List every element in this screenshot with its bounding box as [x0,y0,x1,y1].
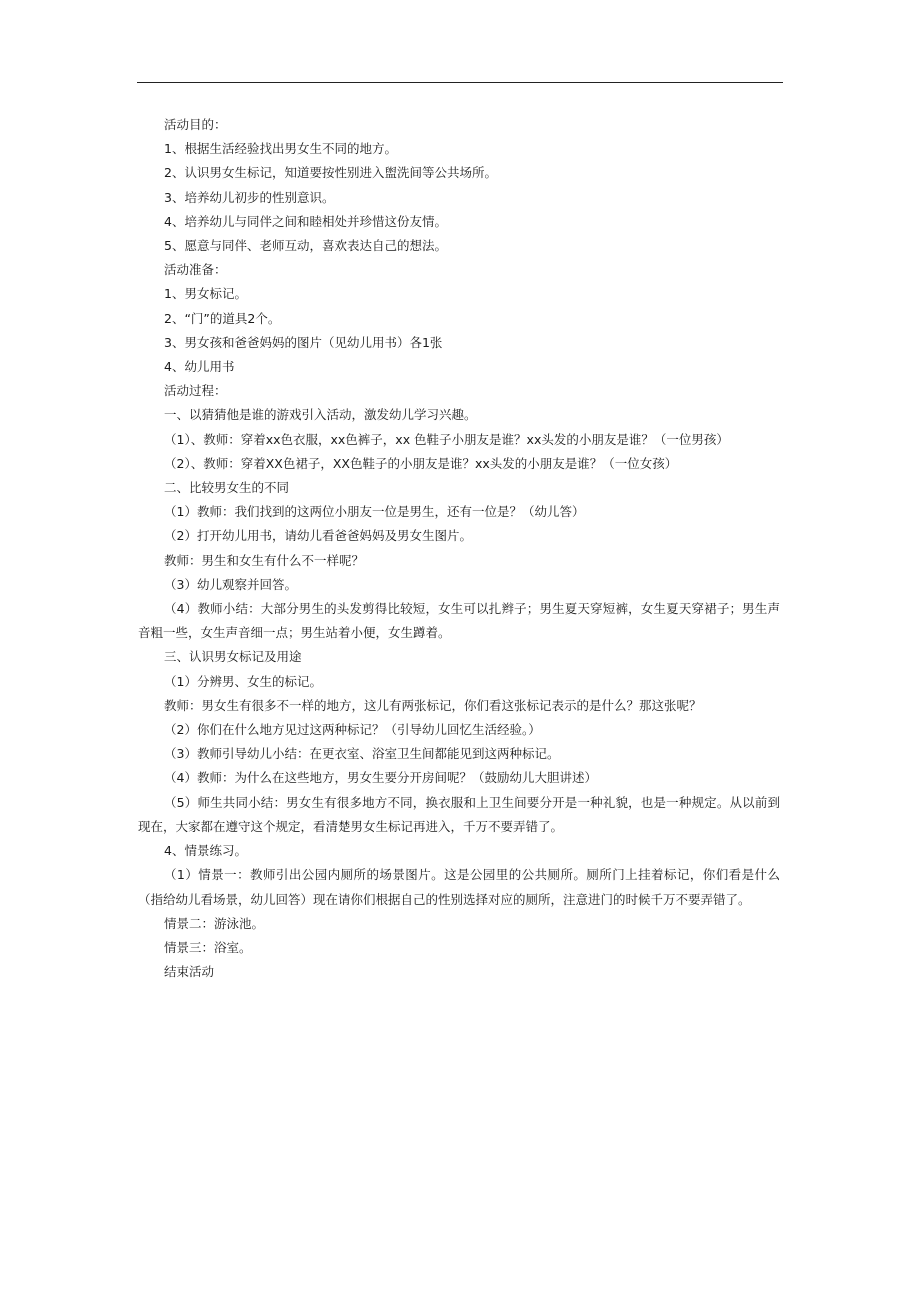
list-item: 3、培养幼儿初步的性别意识。 [164,189,335,205]
list-item: 4、幼儿用书 [164,359,235,375]
header-rule [137,82,783,83]
step-heading: 4、情景练习。 [164,843,247,859]
text-line: （1）、教师：穿着xx色衣服，xx色裤子，xx 色鞋子小朋友是谁？xx头发的小朋友是谁？（一位男孩） [164,431,729,447]
text-line: 情景三：浴室。 [164,939,252,955]
text-line: 结束活动 [164,964,215,980]
text-line: 教师：男生和女生有什么不一样呢？ [164,552,365,568]
text-line: （2）、教师：穿着XX色裙子，XX色鞋子的小朋友是谁？xx头发的小朋友是谁？（一位女孩） [164,455,678,471]
list-item: 1、根据生活经验找出男女生不同的地方。 [164,141,397,157]
step-heading: 二、比较男女生的不同 [164,480,290,496]
text-line: （1）分辨男、女生的标记。 [164,673,322,689]
list-item: 3、男女孩和爸爸妈妈的图片（见幼儿用书）各1张 [164,334,443,350]
section-heading: 活动准备： [164,262,227,278]
list-item: 4、培养幼儿与同伴之间和睦相处并珍惜这份友情。 [164,213,447,229]
list-item: 2、认识男女生标记，知道要按性别进入盥洗间等公共场所。 [164,165,497,181]
list-item: 2、“门”的道具2个。 [164,310,281,326]
step-heading: 一、以猜猜他是谁的游戏引入活动，激发幼儿学习兴趣。 [164,407,477,423]
summary-paragraph: （4）教师小结：大部分男生的头发剪得比较短，女生可以扎辫子；男生夏天穿短裤，女生夏天穿裙子；男生声音粗一些，女生声音细一点；男生站着小便，女生蹲着。 [138,601,780,641]
text-line: （2）你们在什么地方见过这两种标记？（引导幼儿回忆生活经验。） [164,722,541,738]
scene-paragraph: （1）情景一：教师引出公园内厕所的场景图片。这是公园里的公共厕所。厕所门上挂着标记，你们看是什么（指给幼儿看场景，幼儿回答）现在请你们根据自己的性别选择对应的厕所，注意进门的时候千万不要弄错了。 [138,867,780,907]
text-line: （4）教师：为什么在这些地方，男女生要分开房间呢？（鼓励幼儿大胆讲述） [164,770,597,786]
rule-paragraph: （5）师生共同小结：男女生有很多地方不同，换衣服和上卫生间要分开是一种礼貌，也是一种规定。从以前到现在，大家都在遵守这个规定，看清楚男女生标记再进入，千万不要弄错了。 [138,794,780,834]
list-item: 1、男女标记。 [164,286,247,302]
text-line: （1）教师：我们找到的这两位小朋友一位是男生，还有一位是？（幼儿答） [164,504,585,520]
section-heading: 活动目的： [164,117,227,132]
document-body [138,113,780,984]
list-item: 5、愿意与同伴、老师互动，喜欢表达自己的想法。 [164,238,447,254]
text-line: 情景二：游泳池。 [164,915,265,931]
section-heading: 活动过程： [164,383,227,399]
step-heading: 三、认识男女标记及用途 [164,649,302,665]
text-line: 教师：男女生有很多不一样的地方，这儿有两张标记，你们看这张标记表示的是什么？那这张呢？ [164,697,702,713]
text-line: （3）教师引导幼儿小结：在更衣室、浴室卫生间都能见到这两种标记。 [164,746,560,762]
text-line: （2）打开幼儿用书，请幼儿看爸爸妈妈及男女生图片。 [164,528,472,544]
text-line: （3）幼儿观察并回答。 [164,576,297,592]
